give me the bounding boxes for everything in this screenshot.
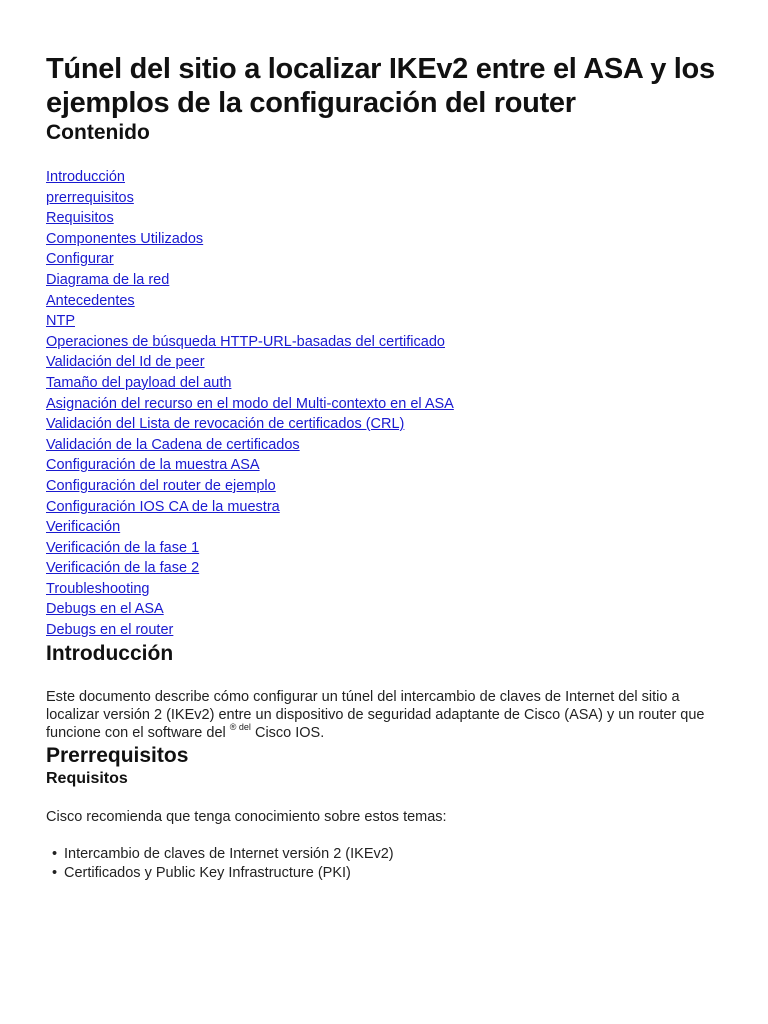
toc-link-ios-ca-config[interactable]: Configuración IOS CA de la muestra bbox=[46, 498, 280, 515]
list-item-text: Intercambio de claves de Internet versión 2 (IKEv2) bbox=[64, 845, 394, 862]
document-title: Túnel del sitio a localizar IKEv2 entre el ASA y los ejemplos de la configuración del router bbox=[46, 53, 715, 119]
table-of-contents bbox=[46, 167, 726, 641]
toc-item bbox=[46, 270, 726, 291]
toc-item bbox=[46, 455, 726, 476]
toc-item bbox=[46, 291, 726, 312]
toc-link-debugs-asa[interactable]: Debugs en el ASA bbox=[46, 601, 164, 618]
toc-link-router-config[interactable]: Configuración del router de ejemplo bbox=[46, 477, 276, 494]
requirements-list bbox=[46, 845, 726, 883]
toc-item bbox=[46, 167, 726, 188]
toc-link-prerrequisitos[interactable]: prerrequisitos bbox=[46, 189, 134, 206]
toc-item bbox=[46, 311, 726, 332]
toc-item bbox=[46, 332, 726, 353]
requirements-heading: Requisitos bbox=[46, 769, 128, 787]
document-page bbox=[46, 52, 726, 883]
toc-item bbox=[46, 435, 726, 456]
toc-link-configurar[interactable]: Configurar bbox=[46, 251, 114, 268]
intro-text-after: Cisco IOS. bbox=[254, 724, 325, 741]
toc-heading: Contenido bbox=[46, 121, 150, 144]
bullet-icon: • bbox=[52, 864, 58, 881]
toc-item bbox=[46, 249, 726, 270]
toc-link-introduccion[interactable]: Introducción bbox=[46, 169, 125, 185]
prereq-heading: Prerrequisitos bbox=[46, 743, 189, 767]
toc-link-http-url[interactable]: Operaciones de búsqueda HTTP-URL-basadas del certificado bbox=[46, 333, 445, 350]
intro-paragraph bbox=[46, 688, 716, 743]
toc-item bbox=[46, 352, 726, 373]
toc-item bbox=[46, 558, 726, 579]
toc-link-antecedentes[interactable]: Antecedentes bbox=[46, 292, 135, 309]
bullet-icon: • bbox=[52, 845, 58, 862]
toc-link-auth-payload[interactable]: Tamaño del payload del auth bbox=[46, 374, 232, 391]
toc-link-verificacion[interactable]: Verificación bbox=[46, 519, 121, 536]
toc-link-fase-2[interactable]: Verificación de la fase 2 bbox=[46, 560, 200, 577]
toc-link-ntp[interactable]: NTP bbox=[46, 313, 75, 330]
toc-item bbox=[46, 538, 726, 559]
recommend-text: Cisco recomienda que tenga conocimiento sobre estos temas: bbox=[46, 808, 447, 825]
toc-link-componentes[interactable]: Componentes Utilizados bbox=[46, 230, 204, 247]
toc-item bbox=[46, 414, 726, 435]
registered-mark: ® del bbox=[229, 721, 251, 732]
toc-item bbox=[46, 476, 726, 497]
toc-link-peer-id[interactable]: Validación del Id de peer bbox=[46, 354, 205, 371]
toc-link-troubleshooting[interactable]: Troubleshooting bbox=[46, 580, 150, 597]
toc-link-cert-chain[interactable]: Validación de la Cadena de certificados bbox=[46, 436, 300, 453]
toc-item bbox=[46, 394, 726, 415]
toc-item bbox=[46, 620, 726, 641]
toc-link-diagrama[interactable]: Diagrama de la red bbox=[46, 271, 170, 288]
list-item bbox=[52, 845, 726, 864]
list-item-text: Certificados y Public Key Infrastructure (PKI) bbox=[64, 864, 351, 881]
toc-item bbox=[46, 579, 726, 600]
toc-item bbox=[46, 188, 726, 209]
intro-heading: Introducción bbox=[46, 641, 174, 665]
toc-item bbox=[46, 599, 726, 620]
toc-link-fase-1[interactable]: Verificación de la fase 1 bbox=[46, 539, 200, 556]
toc-item bbox=[46, 497, 726, 518]
toc-item bbox=[46, 373, 726, 394]
list-item bbox=[52, 864, 726, 883]
toc-item bbox=[46, 229, 726, 250]
toc-item bbox=[46, 517, 726, 538]
toc-item bbox=[46, 208, 726, 229]
toc-link-multicontext[interactable]: Asignación del recurso en el modo del Multi-contexto en el ASA bbox=[46, 395, 454, 412]
toc-link-crl[interactable]: Validación del Lista de revocación de certificados (CRL) bbox=[46, 416, 405, 433]
toc-link-asa-config[interactable]: Configuración de la muestra ASA bbox=[46, 457, 260, 474]
toc-link-requisitos[interactable]: Requisitos bbox=[46, 210, 114, 227]
intro-text-before: Este documento describe cómo configurar un túnel del intercambio de claves de Internet del sitio a localizar versión 2 (IKEv2) entre un dispositivo de seguridad adaptante de Cisco (ASA) y un router que funcione con el software del bbox=[46, 688, 705, 741]
toc-link-debugs-router[interactable]: Debugs en el router bbox=[46, 622, 174, 639]
